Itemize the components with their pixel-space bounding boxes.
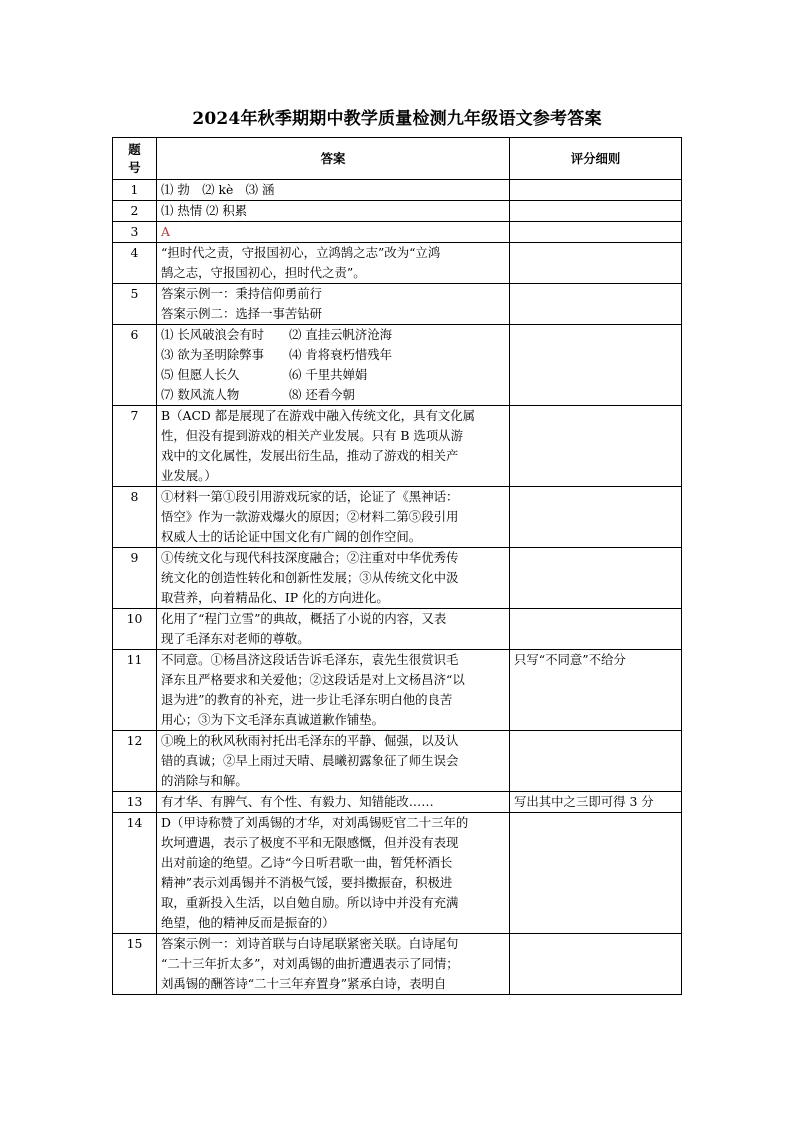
answer-line: 用心；③为下文毛泽东真诚道歉作铺垫。: [161, 712, 385, 727]
answer-line: ⑴ 热情 ⑵ 积累: [161, 203, 248, 218]
question-number: 4: [113, 243, 157, 284]
answer-line: [161, 385, 505, 405]
answer-part: ⑵ 直挂云帆济沧海: [289, 327, 393, 342]
answer-cell: [157, 792, 510, 813]
question-number: 11: [113, 650, 157, 731]
header-question-number: 题号: [113, 138, 157, 180]
scoring-cell: [510, 325, 682, 406]
table-row: [113, 201, 682, 222]
question-number: 13: [113, 792, 157, 813]
table-row: [113, 650, 682, 731]
answer-cell: [157, 609, 510, 650]
answer-line: 鹄之志，守报国初心，担时代之责”。: [161, 265, 366, 280]
table-row: [113, 487, 682, 548]
table-row: [113, 284, 682, 325]
table-row: [113, 325, 682, 406]
answer-cell: [157, 548, 510, 609]
answer-line: 悟空》作为一款游戏爆火的原因；②材料二第⑤段引用: [161, 509, 459, 524]
answer-cell: [157, 813, 510, 934]
header-answer: 答案: [157, 138, 510, 180]
answer-cell: [157, 731, 510, 792]
question-number: 8: [113, 487, 157, 548]
answer-line: 答案示例二：选择一事苦钻研: [161, 306, 323, 321]
answer-line: 泽东且严格要求和关爱他；②这段话是对上文杨昌济“以: [161, 672, 465, 687]
answer-cell: [157, 201, 510, 222]
page-title: 2024年秋季期期中教学质量检测九年级语文参考答案: [192, 109, 602, 129]
question-number: 7: [113, 406, 157, 487]
answer-cell: [157, 325, 510, 406]
answer-line: 不同意。①杨昌济这段话告诉毛泽东，袁先生很赏识毛: [161, 652, 459, 667]
question-number: 12: [113, 731, 157, 792]
answer-line: [161, 325, 505, 345]
table-row: [113, 813, 682, 934]
answer-line: 业发展。）: [161, 468, 217, 483]
table-body: [113, 180, 682, 995]
answer-line: A: [161, 224, 170, 239]
question-number: 14: [113, 813, 157, 934]
scoring-cell: [510, 548, 682, 609]
answer-line: 退为进”的教育的补充，进一步让毛泽东明白他的良苦: [161, 692, 453, 707]
answer-line: 戏中的文化属性，发展出衍生品，推动了游戏的相关产: [161, 448, 459, 463]
answer-cell: [157, 934, 510, 995]
answer-line: [161, 365, 505, 385]
scoring-cell: [510, 609, 682, 650]
answer-line: 取，重新投入生活，以自勉自励。所以诗中并没有充满: [161, 895, 459, 910]
table-row: [113, 243, 682, 284]
answer-line: 错的真诚；②早上雨过天晴、晨曦初露象征了师生误会: [161, 753, 459, 768]
scoring-cell: 写出其中之三即可得 3 分: [510, 792, 682, 813]
question-number: 3: [113, 222, 157, 243]
table-row: [113, 731, 682, 792]
answer-part: ⑴ 长风破浪会有时: [161, 327, 265, 342]
answer-line: B（ACD 都是展现了在游戏中融入传统文化，具有文化属: [161, 408, 476, 423]
answer-line: 坎坷遭遇，表示了极度不平和无限感慨，但并没有表现: [161, 835, 459, 850]
answer-line: “二十三年折太多”，对刘禹锡的曲折遭遇表示了同情；: [161, 956, 459, 971]
answer-line: 精神”表示刘禹锡并不消极气馁，要抖擞振奋，积极进: [161, 875, 453, 890]
answer-line: 的消除与和解。: [161, 773, 248, 788]
scoring-cell: [510, 934, 682, 995]
answer-part: ⑷ 肯将衰朽惜残年: [289, 347, 393, 362]
answer-line: ⑴ 勃 ⑵ kè ⑶ 涵: [161, 182, 275, 197]
table-row: [113, 609, 682, 650]
scoring-cell: [510, 201, 682, 222]
table-row: [113, 180, 682, 201]
scoring-cell: [510, 406, 682, 487]
table-row: [113, 548, 682, 609]
answer-cell: [157, 222, 510, 243]
table-header-row: [113, 138, 682, 180]
answer-line: 取营养，向着精品化、IP 化的方向进化。: [161, 590, 389, 605]
question-number: 10: [113, 609, 157, 650]
table-row: [113, 792, 682, 813]
scoring-cell: [510, 180, 682, 201]
scoring-cell: [510, 284, 682, 325]
answer-line: ①材料一第①段引用游戏玩家的话，论证了《黑神话：: [161, 489, 459, 504]
answer-line: 统文化的创造性转化和创新性发展；③从传统文化中汲: [161, 570, 459, 585]
answer-part: ⑻ 还看今朝: [289, 387, 355, 402]
answer-cell: [157, 650, 510, 731]
scoring-cell: [510, 731, 682, 792]
scoring-cell: [510, 243, 682, 284]
answer-line: 权威人士的话论证中国文化有广阔的创作空间。: [161, 529, 422, 544]
answer-line: D（甲诗称赞了刘禹锡的才华，对刘禹锡贬官二十三年的: [161, 815, 469, 830]
question-number: 1: [113, 180, 157, 201]
answer-line: 绝望，他的精神反而是振奋的）: [161, 915, 335, 930]
answer-cell: [157, 243, 510, 284]
answer-line: ①传统文化与现代科技深度融合；②注重对中华优秀传: [161, 550, 459, 565]
scoring-cell: 只写“不同意”不给分: [510, 650, 682, 731]
answer-line: 答案示例一：秉持信仰勇前行: [161, 286, 323, 301]
scoring-cell: [510, 487, 682, 548]
answer-part: ⑶ 欲为圣明除弊事: [161, 347, 265, 362]
answer-cell: [157, 284, 510, 325]
scoring-cell: [510, 222, 682, 243]
answer-table: [112, 137, 682, 995]
table-row: [113, 934, 682, 995]
answer-line: 化用了“程门立雪”的典故，概括了小说的内容，又表: [161, 611, 447, 626]
answer-cell: [157, 180, 510, 201]
header-scoring: 评分细则: [510, 138, 682, 180]
answer-line: “担时代之责，守报国初心，立鸿鹄之志”改为“立鸿: [161, 245, 441, 260]
answer-line: [161, 345, 505, 365]
table-row: [113, 406, 682, 487]
answer-cell: [157, 406, 510, 487]
answer-line: ①晚上的秋风秋雨衬托出毛泽东的平静、倔强，以及认: [161, 733, 459, 748]
answer-part: ⑸ 但愿人长久: [161, 367, 240, 382]
answer-line: 答案示例一：刘诗首联与白诗尾联紧密关联。白诗尾句: [161, 936, 459, 951]
answer-line: 出对前途的绝望。乙诗“今日听君歌一曲，暂凭杯酒长: [161, 855, 453, 870]
answer-line: 性，但没有提到游戏的相关产业发展。只有 B 选项从游: [161, 428, 463, 443]
question-number: 5: [113, 284, 157, 325]
answer-line: 现了毛泽东对老师的尊敬。: [161, 631, 310, 646]
question-number: 2: [113, 201, 157, 222]
answer-part: ⑹ 千里共婵娟: [289, 367, 368, 382]
question-number: 15: [113, 934, 157, 995]
scoring-cell: [510, 813, 682, 934]
answer-line: 有才华、有脾气、有个性、有毅力、知错能改……: [161, 794, 434, 809]
answer-part: ⑺ 数风流人物: [161, 387, 240, 402]
table-row: [113, 222, 682, 243]
answer-line: 刘禹锡的酬答诗“二十三年弃置身”紧承白诗，表明自: [161, 976, 447, 991]
question-number: 9: [113, 548, 157, 609]
answer-cell: [157, 487, 510, 548]
question-number: 6: [113, 325, 157, 406]
